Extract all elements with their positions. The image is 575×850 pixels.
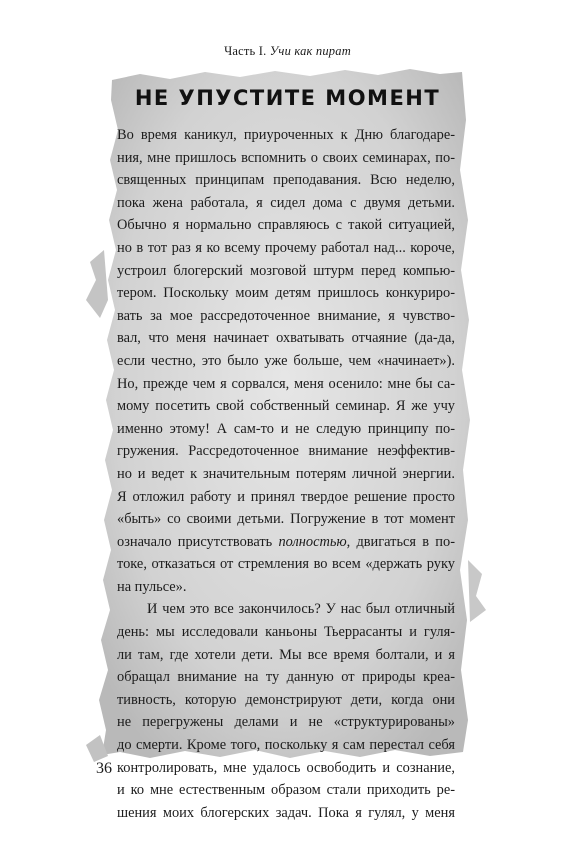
- text-line: но и ведет к значительным потерям личной энергии.: [117, 465, 455, 482]
- text-line-with-emphasis: [117, 531, 455, 554]
- text-line: Во время каникул, приуроченных к Дню благодаре-: [117, 127, 455, 143]
- body-text: [117, 124, 455, 824]
- text-line: тивность, которую демонстрируют дети, когда они: [117, 691, 455, 708]
- text-line: «быть» со своими детьми. Погружение в тот момент: [117, 511, 455, 528]
- text-line: вать за мое рассредоточенное внимание, я чувство-: [117, 307, 455, 324]
- text-line: гружения. Рассредоточенное внимание неэффектив-: [117, 443, 455, 460]
- text-line: тером. Поскольку моим детям пришлось конкуриро-: [117, 285, 455, 302]
- text-line: именно этому! А сам-то и не следую принципу по-: [117, 420, 455, 437]
- emphasized-word: полностью: [278, 533, 347, 550]
- text-line: пока жена работала, я сидел дома с двумя детьми.: [117, 194, 455, 211]
- text-line: если честно, это было уже больше, чем «начинает»).: [117, 352, 455, 369]
- text-line: шения моих блогерских задач. Пока я гулял, у меня: [117, 804, 455, 821]
- text-line: контролировать, мне удалось освободить и сознание,: [117, 759, 455, 776]
- text-line: но в тот раз я ко всему прочему работал над... короче,: [117, 239, 455, 256]
- text-line: день: мы исследовали каньоны Тьеррасанты и гуля-: [117, 624, 455, 641]
- text-line: Но, прежде чем я сорвался, меня осенило: мне бы са-: [117, 375, 455, 392]
- text-line: на пульсе».: [117, 578, 187, 595]
- page-number: 36: [96, 760, 112, 777]
- running-head-chapter: Учи как пират: [269, 44, 351, 58]
- text-line: до смерти. Кроме того, поскольку я сам перестал себя: [117, 737, 455, 754]
- text-line: вал, что меня начинает охватывать отчаяние (да-да,: [117, 330, 455, 347]
- text-line: ли там, где хотели дети. Мы все время болтали, и я: [117, 646, 455, 663]
- text-line: Я отложил работу и принял твердое решение просто: [117, 488, 455, 505]
- text-line: токе, отказаться от стремления во всем «держать руку: [117, 556, 455, 573]
- text-line: И чем это все закончилось? У нас был отличный: [147, 601, 455, 618]
- text-line: священных принципам преподавания. Всю неделю,: [117, 172, 455, 189]
- text-line: Обычно я нормально справляюсь с такой ситуацией,: [117, 217, 455, 234]
- text-line: ния, мне пришлось вспомнить о своих семинарах, по-: [117, 149, 455, 166]
- text-line: устроил блогерский мозговой штурм перед компью-: [117, 262, 455, 279]
- parchment-tear-left: [86, 250, 108, 318]
- text-line: мому посетить свой собственный семинар. Я же учу: [117, 398, 455, 415]
- text-segment: означало присутствовать: [117, 533, 279, 550]
- text-line: не перегружены делами и не «структурированы»: [117, 714, 455, 731]
- section-title: НЕ УПУСТИТЕ МОМЕНТ: [134, 86, 441, 110]
- parchment-tear-right: [468, 560, 486, 622]
- text-line: обращал внимание на ту данную от природы креа-: [117, 669, 455, 686]
- text-segment: , двигаться в по-: [346, 533, 455, 550]
- text-line: и ко мне естественным образом стали приходить ре-: [117, 782, 455, 799]
- running-head-part: Часть I.: [224, 44, 267, 58]
